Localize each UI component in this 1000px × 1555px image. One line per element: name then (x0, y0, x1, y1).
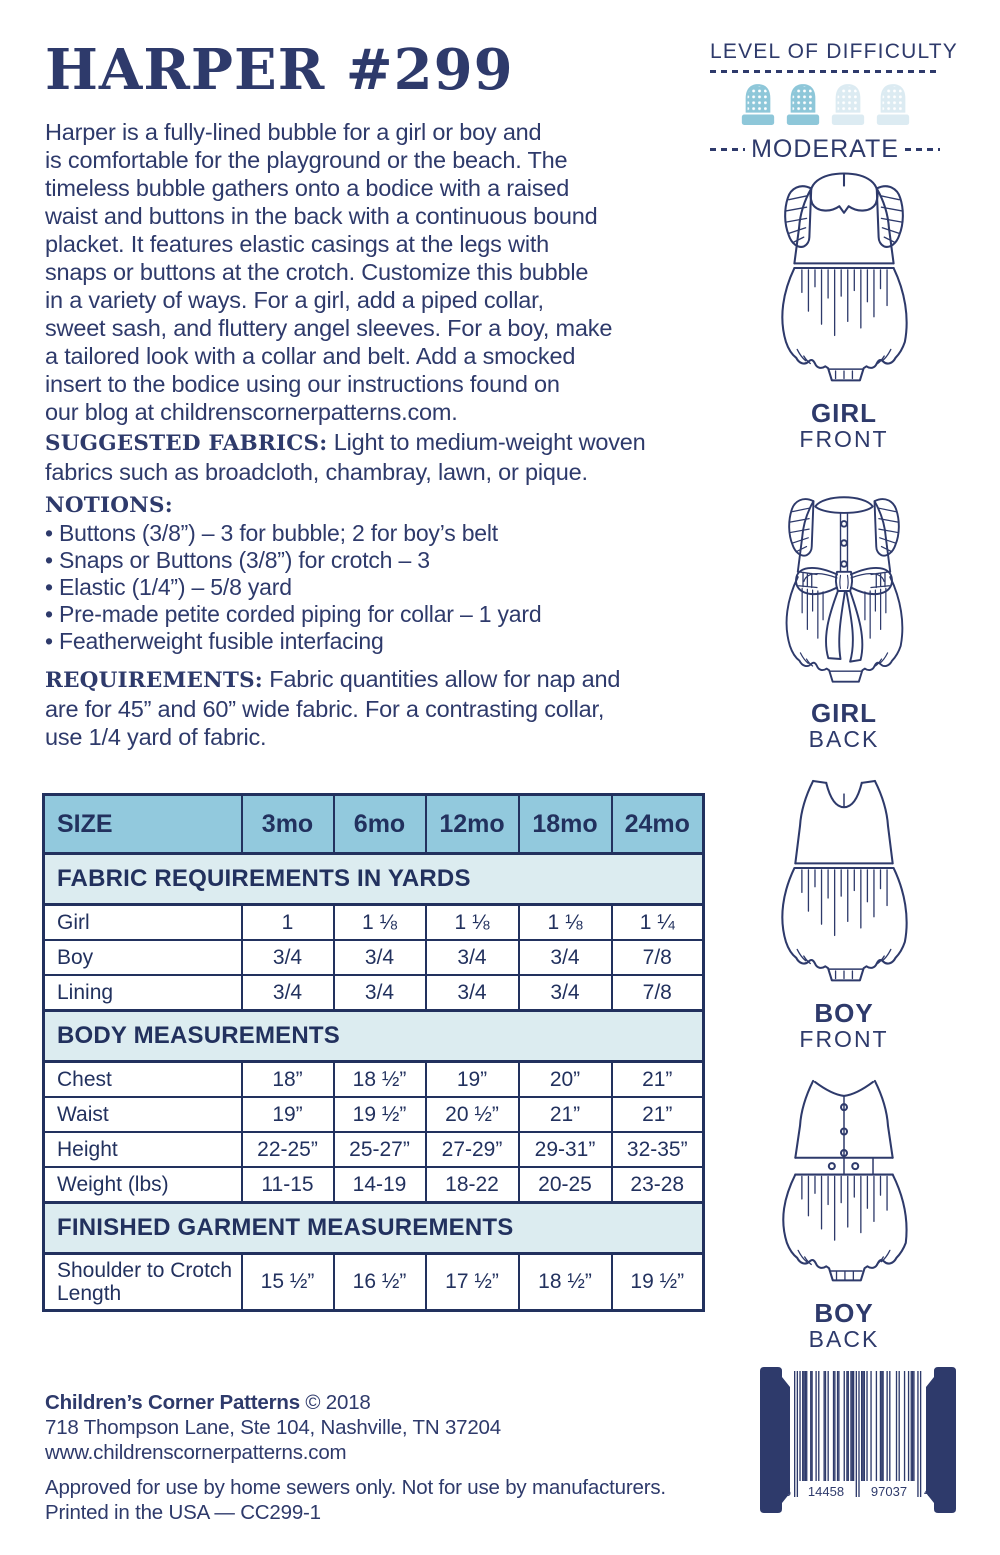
requirements-line-1 (45, 665, 620, 695)
notion-item: • Snaps or Buttons (3/8”) for crotch – 3 (45, 547, 430, 573)
intro-line: in a variety of ways. For a girl, add a piped collar, (45, 287, 544, 313)
boy-back-illustration (755, 1066, 933, 1300)
value-cell: 27-29” (426, 1132, 519, 1167)
figure-name: GIRL (810, 698, 878, 728)
company-name: Children’s Corner Patterns (45, 1391, 300, 1414)
intro-line: Harper is a fully-lined bubble for a girl or boy and (45, 119, 542, 145)
row-label: Girl (44, 905, 242, 941)
intro-line: waist and buttons in the back with a continuous bound (45, 203, 598, 229)
value-cell: 20 ½” (426, 1097, 519, 1132)
difficulty-block (710, 40, 959, 164)
intro-line: snaps or buttons at the crotch. Customize this bubble (45, 259, 589, 285)
value-cell: 20-25 (519, 1167, 612, 1203)
footer-block (45, 1390, 666, 1525)
section-fabric-requirements (44, 854, 704, 905)
size-col-24mo: 24mo (612, 795, 704, 854)
barcode-digit-check: 4 (924, 1485, 931, 1499)
boy-front-illustration (755, 766, 933, 1000)
figure-girl-back (700, 482, 988, 752)
notion-item: • Featherweight fusible interfacing (45, 628, 384, 654)
size-table (42, 793, 705, 1312)
fabrics-text: Light to medium-weight woven (327, 429, 646, 455)
thimble-icon (739, 82, 777, 128)
intro-line: sweet sash, and fluttery angel sleeves. For a boy, make (45, 315, 613, 341)
notions-heading: NOTIONS: (45, 493, 173, 518)
value-cell: 3/4 (334, 940, 426, 975)
row-label: Height (44, 1132, 242, 1167)
fabrics-line-1 (45, 428, 646, 458)
value-cell: 19 ½” (612, 1254, 704, 1311)
notion-item: • Elastic (1/4”) – 5/8 yard (45, 574, 292, 600)
value-cell: 1 ¼ (612, 905, 704, 941)
value-cell: 18 ½” (334, 1062, 426, 1098)
thimble-icon (784, 82, 822, 128)
figure-girl-front (700, 166, 988, 452)
row-label: Waist (44, 1097, 242, 1132)
value-cell: 3/4 (426, 940, 519, 975)
notions-block (45, 492, 541, 655)
value-cell: 18-22 (426, 1167, 519, 1203)
figure-name: GIRL (810, 398, 878, 428)
thimble-icon (829, 82, 867, 128)
difficulty-label: MODERATE (751, 135, 899, 163)
barcode-spool (758, 1365, 958, 1515)
footer-company-line (45, 1390, 666, 1415)
thimble-icon (874, 82, 912, 128)
difficulty-thimbles (710, 82, 940, 129)
value-cell: 3/4 (242, 940, 334, 975)
difficulty-title: LEVEL OF DIFFICULTY (710, 40, 959, 63)
value-cell: 7/8 (612, 975, 704, 1011)
value-cell: 18 ½” (519, 1254, 612, 1311)
value-cell: 1 ⅛ (519, 905, 612, 941)
row-label: Weight (lbs) (44, 1167, 242, 1203)
row-boy (44, 940, 704, 975)
notions-list (45, 520, 541, 655)
copyright: © 2018 (299, 1391, 371, 1414)
value-cell: 7/8 (612, 940, 704, 975)
notion-item: • Buttons (3/8”) – 3 for bubble; 2 for boy’s belt (45, 520, 498, 546)
footer-address: 718 Thompson Lane, Ste 104, Nashville, TN 37204 (45, 1416, 501, 1439)
fabrics-line-2: fabrics such as broadcloth, chambray, lawn, or pique. (45, 459, 588, 485)
fabrics-heading: SUGGESTED FABRICS: (45, 431, 328, 456)
table-header-row (44, 795, 704, 854)
intro-line: timeless bubble gathers onto a bodice with a raised (45, 175, 570, 201)
girl-front-illustration (755, 166, 933, 400)
footer-approved: Approved for use by home sewers only. Not for use by manufacturers. (45, 1476, 666, 1499)
row-chest (44, 1062, 704, 1098)
row-weight (44, 1167, 704, 1203)
row-waist (44, 1097, 704, 1132)
row-lining (44, 975, 704, 1011)
intro-line: our blog at childrenscornerpatterns.com. (45, 399, 458, 425)
figure-view: BACK (808, 1326, 880, 1352)
row-label: Lining (44, 975, 242, 1011)
size-col-6mo: 6mo (334, 795, 426, 854)
barcode-block (758, 1365, 958, 1515)
figure-boy-back (700, 1066, 988, 1352)
requirements-block (45, 665, 620, 751)
size-col-18mo: 18mo (519, 795, 612, 854)
value-cell: 11-15 (242, 1167, 334, 1203)
row-label: Boy (44, 940, 242, 975)
requirements-text: Fabric quantities allow for nap and (262, 666, 621, 692)
intro-line: placket. It features elastic casings at the legs with (45, 231, 550, 257)
footer-printed: Printed in the USA — CC299-1 (45, 1501, 321, 1524)
value-cell: 3/4 (519, 940, 612, 975)
value-cell: 17 ½” (426, 1254, 519, 1311)
section-body-measurements (44, 1011, 704, 1062)
barcode-digits-right: 97037 (870, 1484, 908, 1499)
barcode-bars (794, 1371, 921, 1497)
value-cell: 19” (242, 1097, 334, 1132)
notion-item: • Pre-made petite corded piping for collar – 1 yard (45, 601, 542, 627)
value-cell: 1 ⅛ (334, 905, 426, 941)
value-cell: 29-31” (519, 1132, 612, 1167)
intro-line: a tailored look with a collar and belt. Add a smocked (45, 343, 576, 369)
value-cell: 19” (426, 1062, 519, 1098)
value-cell: 16 ½” (334, 1254, 426, 1311)
section-title: BODY MEASUREMENTS (44, 1011, 704, 1062)
value-cell: 25-27” (334, 1132, 426, 1167)
figure-name: BOY (814, 998, 874, 1028)
moderate-row (710, 135, 940, 164)
figure-view: FRONT (799, 426, 889, 452)
value-cell: 1 ⅛ (426, 905, 519, 941)
figure-name: BOY (814, 1298, 874, 1328)
row-label: Shoulder to Crotch Length (44, 1254, 242, 1311)
requirements-line-2: are for 45” and 60” wide fabric. For a contrasting collar, (45, 696, 605, 722)
size-header-cell: SIZE (44, 795, 242, 854)
requirements-line-3: use 1/4 yard of fabric. (45, 724, 267, 750)
value-cell: 23-28 (612, 1167, 704, 1203)
value-cell: 22-25” (242, 1132, 334, 1167)
row-height (44, 1132, 704, 1167)
value-cell: 15 ½” (242, 1254, 334, 1311)
intro-line: insert to the bodice using our instructions found on (45, 371, 560, 397)
footer-website: www.childrenscornerpatterns.com (45, 1441, 347, 1464)
value-cell: 21” (612, 1097, 704, 1132)
row-shoulder-to-crotch (44, 1254, 704, 1311)
value-cell: 3/4 (426, 975, 519, 1011)
intro-paragraph (45, 118, 612, 426)
row-girl (44, 905, 704, 941)
value-cell: 14-19 (334, 1167, 426, 1203)
section-finished-garment (44, 1203, 704, 1254)
row-label: Chest (44, 1062, 242, 1098)
value-cell: 3/4 (242, 975, 334, 1011)
value-cell: 3/4 (334, 975, 426, 1011)
size-col-12mo: 12mo (426, 795, 519, 854)
figure-view: BACK (808, 726, 880, 752)
dashed-rule (710, 70, 940, 73)
section-title: FINISHED GARMENT MEASUREMENTS (44, 1203, 704, 1254)
barcode-digits-left: 14458 (807, 1484, 845, 1499)
value-cell: 18” (242, 1062, 334, 1098)
intro-line: is comfortable for the playground or the beach. The (45, 147, 568, 173)
value-cell: 21” (612, 1062, 704, 1098)
size-col-3mo: 3mo (242, 795, 334, 854)
requirements-heading: REQUIREMENTS: (45, 668, 263, 693)
section-title: FABRIC REQUIREMENTS IN YARDS (44, 854, 704, 905)
page-title: HARPER #299 (45, 37, 514, 103)
value-cell: 1 (242, 905, 334, 941)
value-cell: 20” (519, 1062, 612, 1098)
dashes-left (710, 148, 745, 151)
value-cell: 32-35” (612, 1132, 704, 1167)
value-cell: 21” (519, 1097, 612, 1132)
suggested-fabrics-block (45, 428, 646, 486)
girl-back-illustration (759, 482, 929, 700)
dashes-right (905, 148, 940, 151)
value-cell: 3/4 (519, 975, 612, 1011)
value-cell: 19 ½” (334, 1097, 426, 1132)
figure-view: FRONT (799, 1026, 889, 1052)
figure-boy-front (700, 766, 988, 1052)
barcode-digit-system: 6 (784, 1485, 791, 1499)
